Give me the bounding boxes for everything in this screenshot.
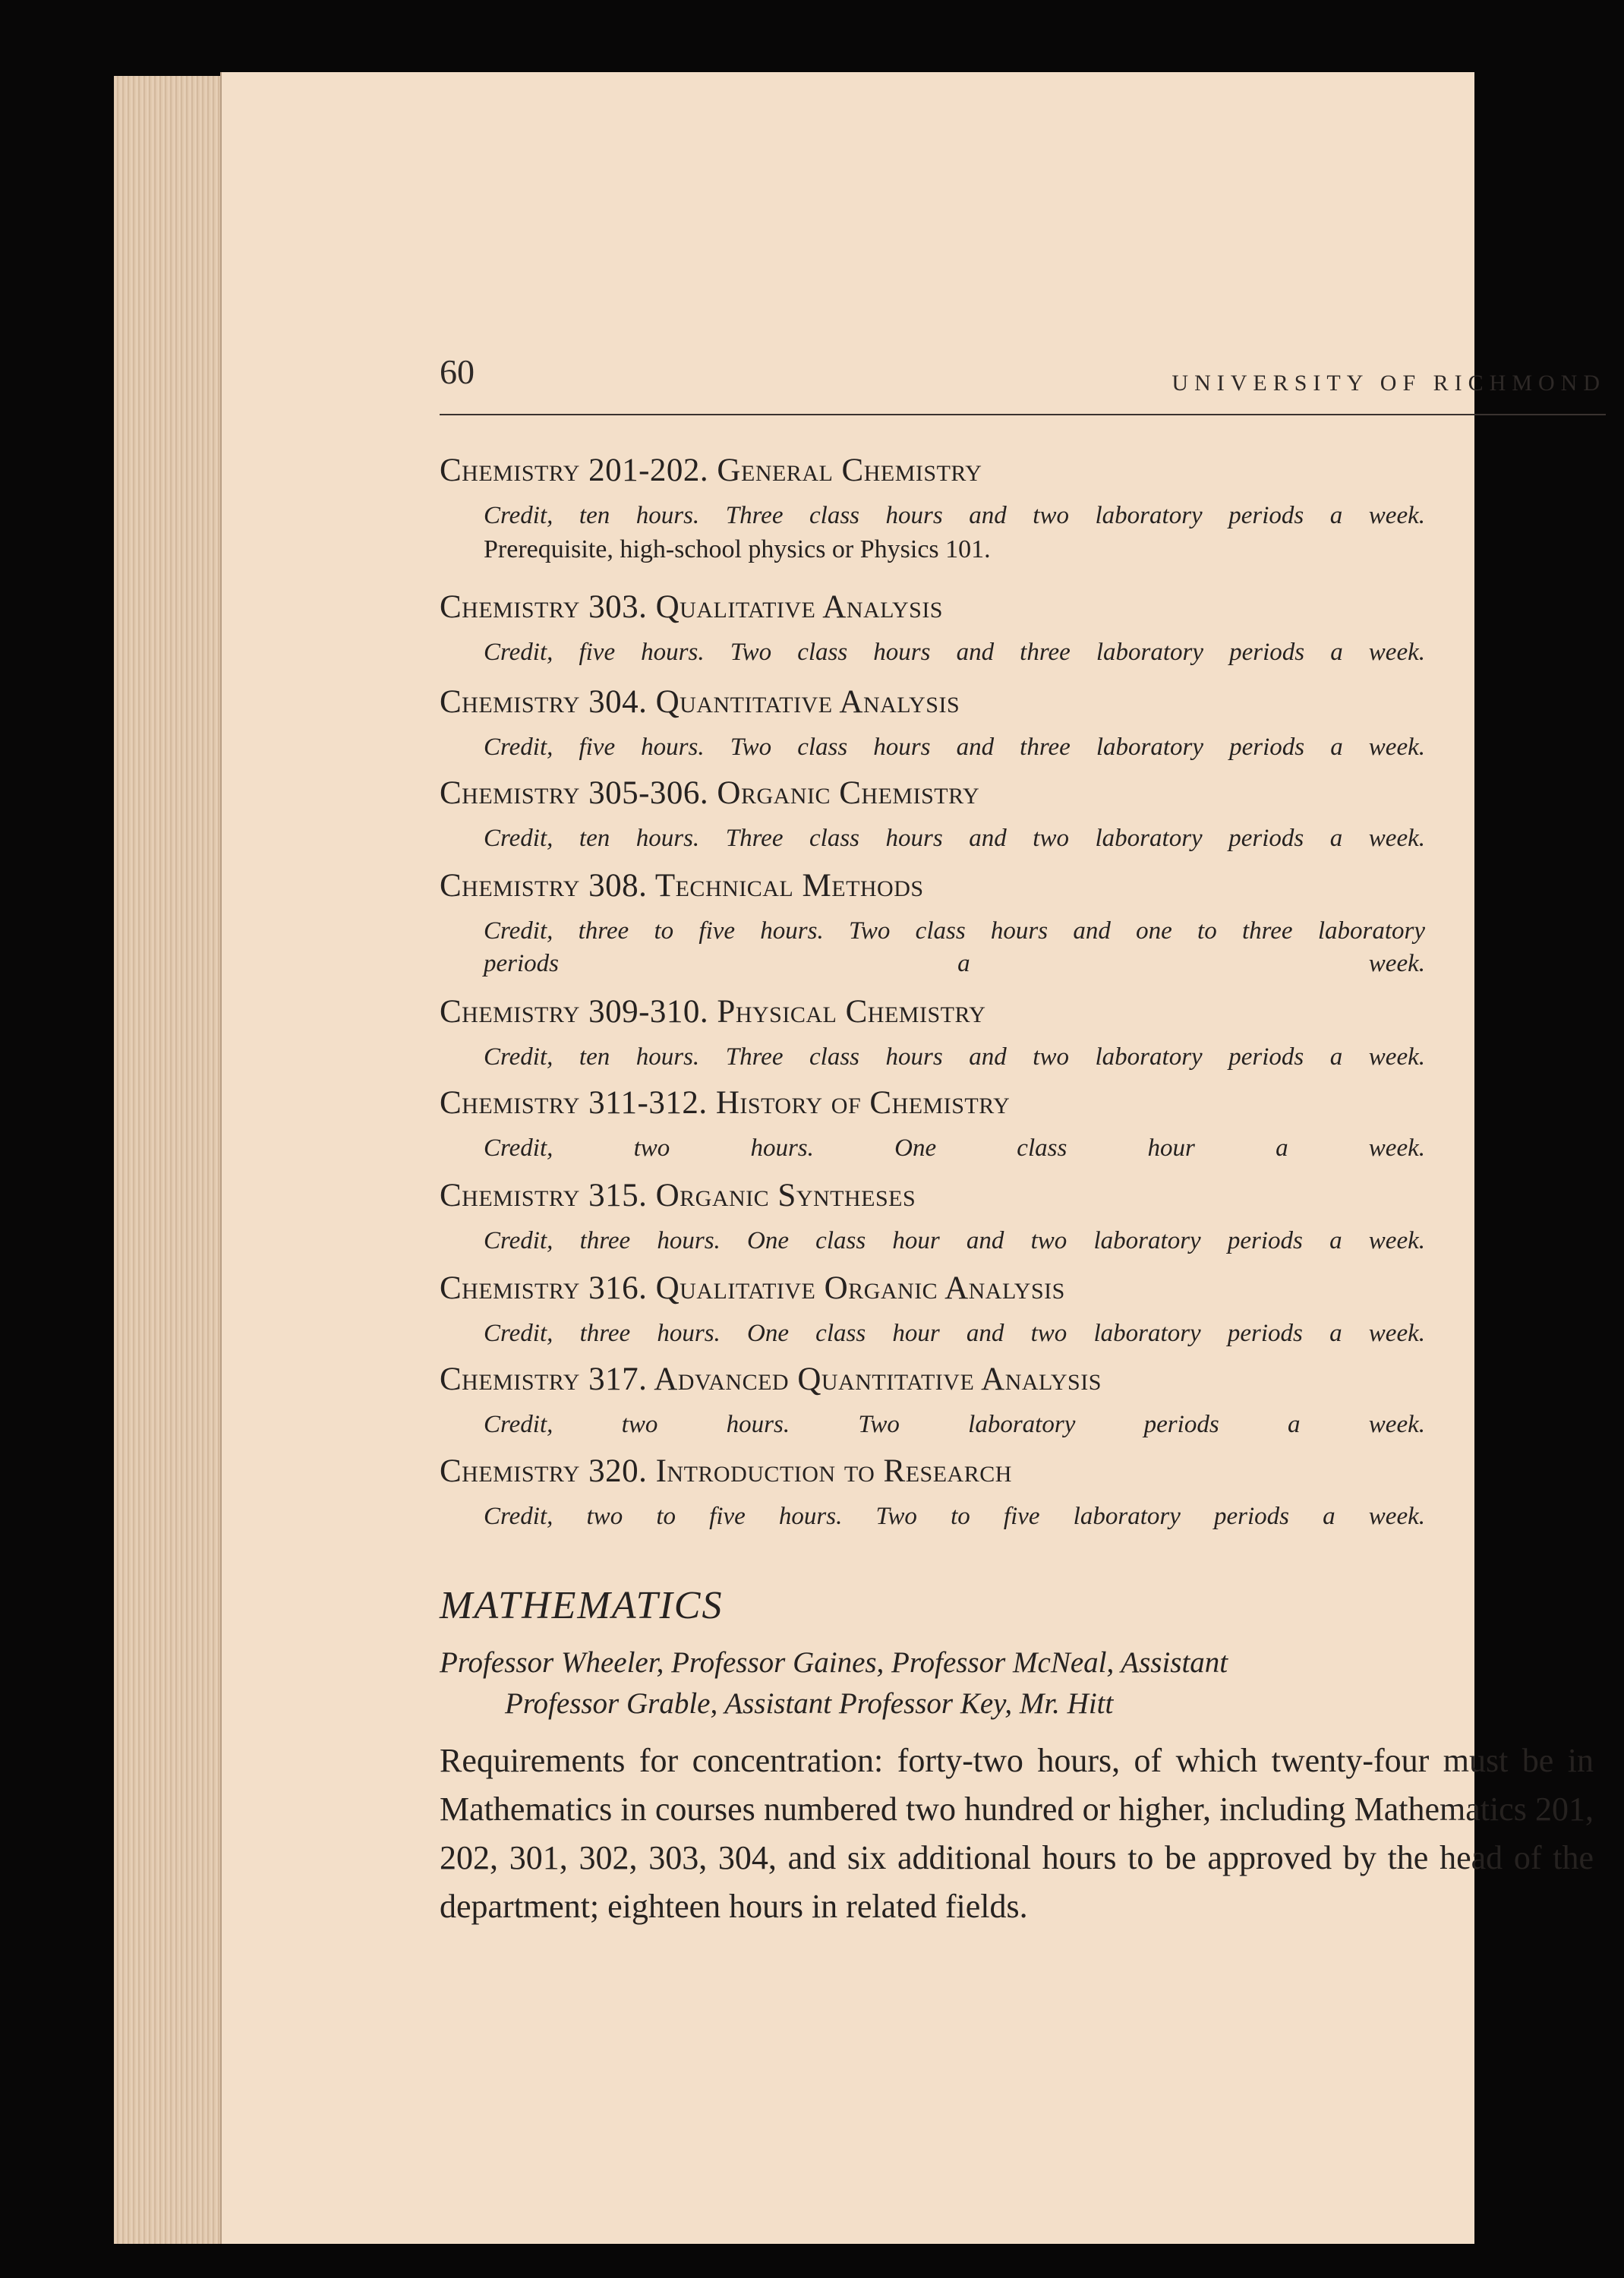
- course-entry: [440, 1453, 1624, 1533]
- requirements-paragraph: Requirements for concentration: forty-two hours, of which twenty-four must be in Mathematics in courses numbered two hundred or higher, including Mathematics 201, 202, 301, 302, 303, 304, and six additional hours to be approved by the head of the department; eighteen hours in related fields.: [440, 1742, 1594, 1925]
- page-number: 60: [440, 352, 475, 391]
- course-entry: [440, 588, 1624, 669]
- course-title: Chemistry 315. Organic Syntheses: [440, 1178, 916, 1213]
- faculty-list: [440, 1642, 1594, 1724]
- book-page: [220, 72, 1606, 2244]
- course-description: Credit, two hours. Two laboratory periods a week.: [484, 1411, 1425, 1438]
- course-title: Chemistry 201-202. General Chemistry: [440, 453, 982, 488]
- course-entry: [440, 1361, 1624, 1441]
- course-entry: [440, 452, 1624, 564]
- course-title: Chemistry 305-306. Organic Chemistry: [440, 775, 980, 811]
- course-title: Chemistry 304. Quantitative Analysis: [440, 684, 960, 720]
- header-rule: [440, 414, 1606, 415]
- course-entry: [440, 993, 1624, 1074]
- section-title: MATHEMATICS: [440, 1584, 724, 1627]
- faculty-line: Professor Wheeler, Professor Gaines, Professor McNeal, Assistant: [440, 1646, 1228, 1679]
- course-entry: [440, 1084, 1624, 1165]
- course-description: Credit, three hours. One class hour and two laboratory periods a week.: [484, 1320, 1425, 1347]
- faculty-line: Professor Grable, Assistant Professor Key, Mr. Hitt: [505, 1687, 1114, 1720]
- course-title: Chemistry 316. Qualitative Organic Analysis: [440, 1270, 1065, 1306]
- course-description: Credit, three hours. One class hour and two laboratory periods a week.: [484, 1227, 1425, 1254]
- course-title: Chemistry 317. Advanced Quantitative Analysis: [440, 1361, 1102, 1397]
- course-description-continued: periods a week.: [484, 950, 1425, 977]
- course-title: Chemistry 309-310. Physical Chemistry: [440, 994, 986, 1030]
- course-prerequisite: Prerequisite, high-school physics or Physics 101.: [484, 535, 991, 563]
- course-entry: [440, 775, 1624, 855]
- course-description: Credit, two to five hours. Two to five laboratory periods a week.: [484, 1503, 1425, 1530]
- running-head: UNIVERSITY OF RICHMOND: [1171, 371, 1606, 396]
- course-description: Credit, five hours. Two class hours and three laboratory periods a week.: [484, 734, 1425, 761]
- course-description: Credit, ten hours. Three class hours and two laboratory periods a week.: [484, 1043, 1425, 1071]
- course-description: Credit, three to five hours. Two class hours and one to three laboratory: [484, 917, 1425, 945]
- course-title: Chemistry 311-312. History of Chemistry: [440, 1085, 1011, 1121]
- course-title: Chemistry 308. Technical Methods: [440, 868, 924, 904]
- course-description: Credit, two hours. One class hour a week.: [484, 1134, 1425, 1162]
- course-title: Chemistry 320. Introduction to Research: [440, 1453, 1012, 1489]
- course-description: Credit, ten hours. Three class hours and two laboratory periods a week.: [484, 825, 1425, 852]
- course-entry: [440, 683, 1624, 764]
- course-entry: [440, 867, 1624, 980]
- course-entry: [440, 1177, 1624, 1257]
- course-title: Chemistry 303. Qualitative Analysis: [440, 589, 943, 625]
- course-description: Credit, five hours. Two class hours and three laboratory periods a week.: [484, 639, 1425, 666]
- course-entry: [440, 1270, 1624, 1350]
- course-description: Credit, ten hours. Three class hours and two laboratory periods a week.: [484, 502, 1425, 529]
